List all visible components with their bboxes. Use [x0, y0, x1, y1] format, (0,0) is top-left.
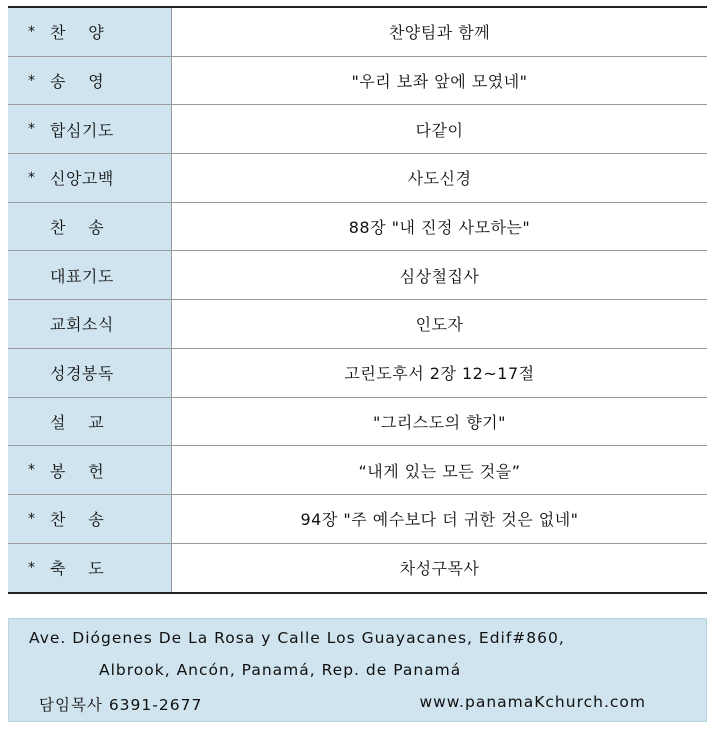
order-content: 사도신경 — [407, 169, 472, 189]
order-row — [8, 398, 707, 447]
asterisk-mark: * — [28, 510, 35, 527]
order-label-cell — [8, 203, 172, 251]
asterisk-mark: * — [28, 462, 35, 479]
order-label: 송 영 — [50, 72, 105, 92]
pastor-phone: 담임목사 6391-2677 — [39, 696, 203, 714]
order-label-cell — [8, 349, 172, 397]
asterisk-mark: * — [28, 169, 35, 186]
order-label: 축 도 — [50, 559, 105, 579]
order-label-cell — [8, 105, 172, 153]
order-content: 찬양팀과 함께 — [388, 23, 491, 43]
order-row — [8, 251, 707, 300]
order-label-cell — [8, 544, 172, 593]
order-content: 고린도후서 2장 12~17절 — [344, 364, 535, 384]
order-row — [8, 154, 707, 203]
order-content: 다같이 — [415, 120, 464, 140]
asterisk-mark: * — [28, 121, 35, 138]
order-label: 성경봉독 — [50, 364, 114, 384]
order-label-cell — [8, 300, 172, 348]
order-row — [8, 203, 707, 252]
order-row — [8, 544, 707, 593]
order-row — [8, 349, 707, 398]
order-label-cell — [8, 57, 172, 105]
asterisk-mark: * — [28, 559, 35, 576]
order-label: 대표기도 — [50, 266, 114, 286]
order-row — [8, 57, 707, 106]
order-label: 봉 헌 — [50, 461, 105, 481]
order-label: 교회소식 — [50, 315, 114, 335]
asterisk-mark: * — [28, 23, 35, 40]
order-content: "그리스도의 향기" — [373, 412, 506, 432]
order-content: “내게 있는 모든 것을” — [358, 461, 521, 481]
asterisk-mark: * — [28, 72, 35, 89]
order-label: 합심기도 — [50, 120, 114, 140]
order-label-cell — [8, 398, 172, 446]
order-label: 신앙고백 — [50, 169, 114, 189]
order-row — [8, 495, 707, 544]
church-info-footer — [8, 618, 707, 722]
order-label-cell — [8, 154, 172, 202]
address-line-2: Albrook, Ancón, Panamá, Rep. de Panamá — [99, 661, 462, 679]
order-content: 94장 "주 예수보다 더 귀한 것은 없네" — [300, 510, 579, 530]
order-row — [8, 300, 707, 349]
order-content: "우리 보좌 앞에 모였네" — [351, 72, 528, 92]
worship-order-table — [8, 6, 707, 594]
order-row — [8, 8, 707, 57]
order-label-cell — [8, 495, 172, 543]
website-url: www.panamaKchurch.com — [419, 693, 646, 711]
order-row — [8, 105, 707, 154]
order-content: 차성구목사 — [399, 559, 480, 579]
order-label-cell — [8, 251, 172, 299]
order-label: 찬 송 — [50, 218, 105, 238]
order-label: 찬 양 — [50, 23, 105, 43]
order-content: 88장 "내 진정 사모하는" — [348, 218, 531, 238]
order-content: 인도자 — [415, 315, 464, 335]
order-label: 설 교 — [50, 412, 105, 432]
order-label-cell — [8, 446, 172, 494]
order-row — [8, 446, 707, 495]
order-label: 찬 송 — [50, 510, 105, 530]
order-label-cell — [8, 8, 172, 56]
order-content: 심상철집사 — [399, 266, 480, 286]
address-line-1: Ave. Diógenes De La Rosa y Calle Los Guayacanes, Edif#860, — [29, 629, 565, 647]
